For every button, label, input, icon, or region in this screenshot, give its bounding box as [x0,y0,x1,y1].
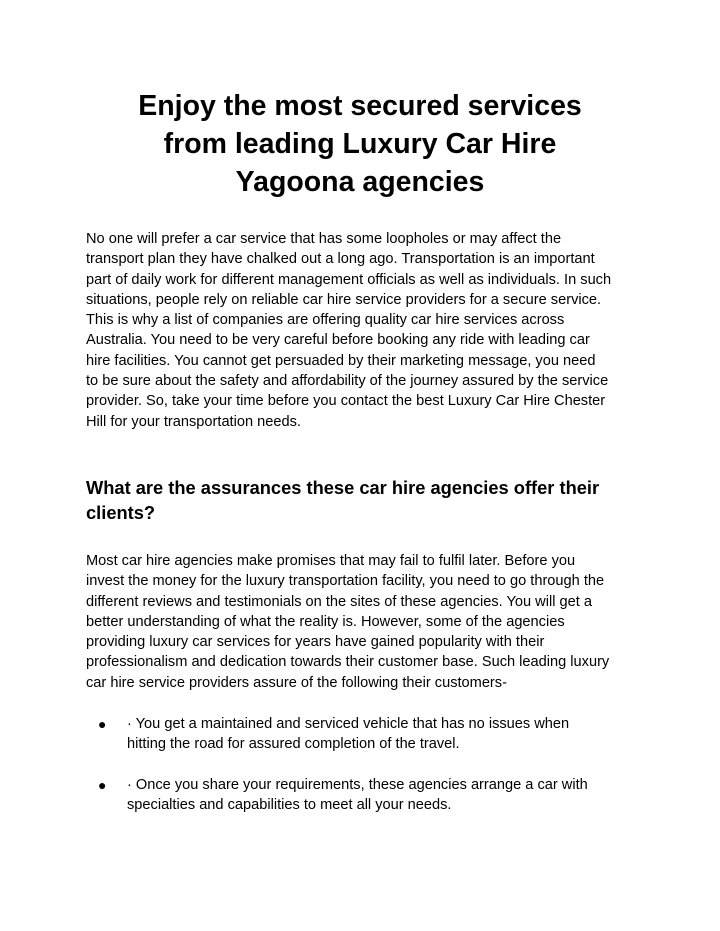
list-item [86,714,634,755]
title-line: Enjoy the most secured services [138,90,582,122]
title-line: from leading Luxury Car Hire [163,128,557,160]
paragraph-line: different reviews and testimonials on the sites of these agencies. You will get a [86,593,592,610]
paragraph-line: Hill for your transportation needs. [86,413,301,430]
section-heading [86,475,634,526]
list-item [86,775,634,816]
paragraph-line: hire facilities. You cannot get persuaded by their marketing message, you need [86,352,596,369]
paragraph-line: better understanding of what the reality is. However, some of the agencies [86,613,565,630]
list-item-line: hitting the road for assured completion of the travel. [127,736,460,753]
paragraph-line: invest the money for the luxury transportation facility, you need to go through the [86,573,605,590]
paragraph-line: Australia. You need to be very careful before booking any ride with leading car [86,332,590,349]
intro-paragraph [86,229,634,432]
list-item-line: · Once you share your requirements, these agencies arrange a car with [127,776,588,793]
paragraph-line: provider. So, take your time before you contact the best Luxury Car Hire Chester [86,393,606,410]
paragraph-line: professionalism and dedication towards their customer base. Such leading luxury [86,654,610,671]
list-item-text [127,775,634,816]
paragraph-line: part of daily work for different management officials as well as individuals. In such [86,271,612,288]
list-item-text [127,714,634,755]
paragraph-line: providing luxury car services for years have gained popularity with their [86,634,545,651]
bullet-list [86,714,634,815]
bullet-icon: ● [98,776,107,793]
paragraph-line: Most car hire agencies make promises that may fail to fulfil later. Before you [86,552,576,569]
list-item-line: specialties and capabilities to meet all your needs. [127,796,452,813]
paragraph-line: situations, people rely on reliable car hire service providers for a secure service. [86,291,602,308]
heading-line: What are the assurances these car hire agencies offer their [86,476,600,498]
paragraph-line: This is why a list of companies are offering quality car hire services across [86,312,565,329]
document-title [86,0,634,201]
heading-line: clients? [86,502,156,524]
title-line: Yagoona agencies [235,166,485,198]
bullet-icon: ● [98,716,107,733]
paragraph-line: No one will prefer a car service that has some loopholes or may affect the [86,231,562,247]
paragraph-line: car hire service providers assure of the following their customers- [86,674,507,691]
paragraph-line: transport plan they have chalked out a long ago. Transportation is an important [86,251,595,268]
paragraph-line: to be sure about the safety and affordability of the journey assured by the service [86,373,609,390]
section-paragraph [86,551,634,693]
list-item-line: · You get a maintained and serviced vehicle that has no issues when [127,716,570,733]
